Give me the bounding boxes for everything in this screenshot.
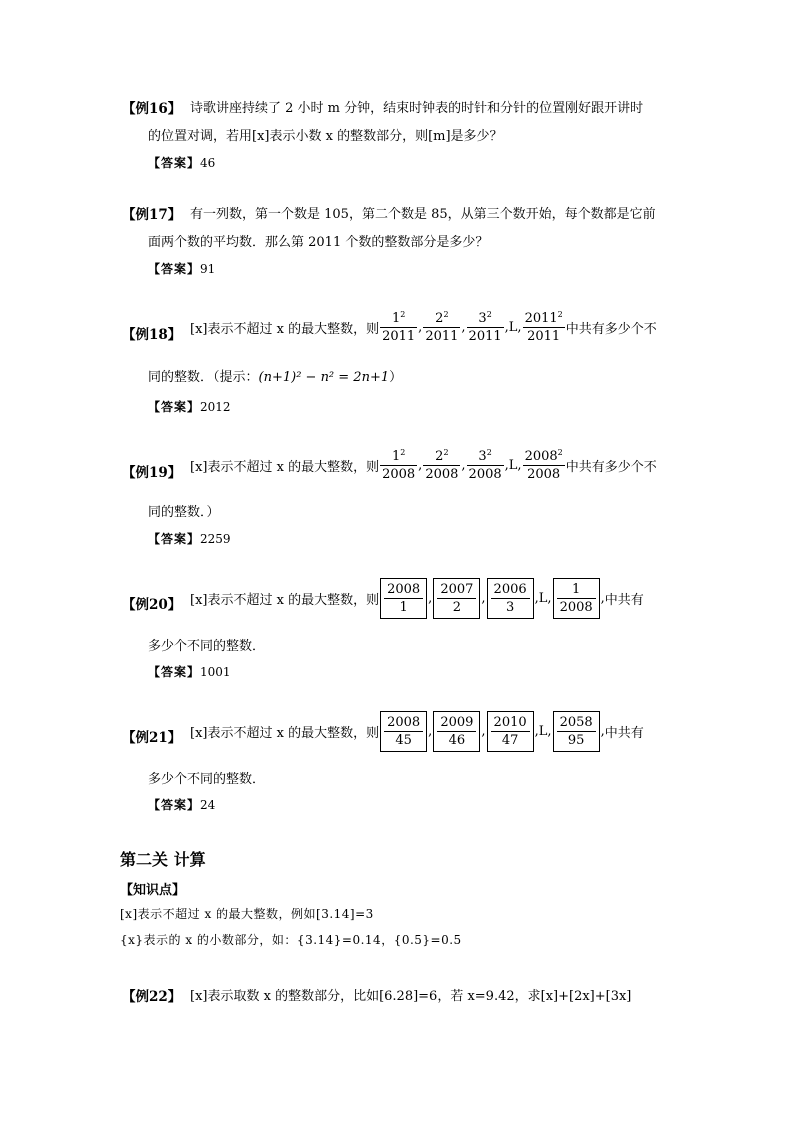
fraction: $\frac{1^2}{2011}$ [382,310,416,344]
example-17-label: 【例17】 [122,207,182,223]
example-20-suffix: 中共有 [604,593,644,608]
example-19-line1: [x]表示不超过 x 的最大整数，则 $\frac{1^2}{2008}$ , $\frac{2^2}{2008}$ , $\frac{3^2}{2008}$ ,L, $\frac{2008^2}{2008}$ 中共有多少个不 [190,448,657,482]
example-21-line1: [x]表示不超过 x 的最大整数，则 $\frac{2008}{45}$ , $\frac{2009}{46}$ , $\frac{2010}{47}$ ,L, $\frac{2058}{95}$ ,中共有 [190,711,644,752]
answer-value: 2012 [200,400,231,414]
example-19-line2: 同的整数．） [148,505,220,520]
ellipsis: L [508,320,518,335]
fraction: $\frac{3^2}{2008}$ [468,448,502,482]
example-16-answer [148,154,215,171]
example-20-prefix: [x]表示不超过 x 的最大整数，则 [190,593,380,608]
example-21-suffix: 中共有 [604,726,644,741]
answer-value: 2259 [200,532,231,546]
example-16-text-line1: 诗歌讲座持续了 2 小时 m 分钟，结束时钟表的时针和分针的位置刚好跟开讲时 [190,101,644,116]
example-21-label: 【例21】 [122,730,182,746]
floor-bracket: $\frac{2058}{95}$ [553,711,600,752]
example-18-line2: 同的整数．（提示：(n+1)² − n² = 2n+1） [148,370,403,385]
answer-value: 24 [200,798,216,812]
floor-bracket: $\frac{2010}{47}$ [487,711,534,752]
section-title: 第二关 计算 [120,850,206,869]
ellipsis: L [538,724,548,739]
example-20-line2: 多少个不同的整数． [148,639,266,654]
example-20-answer [148,663,231,680]
floor-bracket: $\frac{2006}{3}$ [487,578,534,619]
example-16-text-line2: 的位置对调，若用[x]表示小数 x 的整数部分，则[m]是多少？ [148,129,503,144]
answer-label: 【答案】 [148,262,201,276]
answer-label: 【答案】 [148,798,201,812]
answer-value: 46 [200,156,216,170]
example-18-answer [148,398,231,415]
example-16-label: 【例16】 [122,101,182,117]
example-19-suffix: 中共有多少个不 [565,460,657,475]
answer-label: 【答案】 [148,665,201,679]
fraction: $\frac{2011^2}{2011}$ [524,310,563,344]
example-19-label: 【例19】 [122,465,182,481]
example-22-label: 【例22】 [122,989,182,1005]
floor-bracket: $\frac{2009}{46}$ [433,711,480,752]
example-18-line2-text: 同的整数．（提示： [148,370,259,385]
fraction: $\frac{2008^2}{2008}$ [524,448,563,482]
knowledge-point-1: [x]表示不超过 x 的最大整数，例如[3.14]=3 [120,907,374,921]
floor-bracket: $\frac{2007}{2}$ [433,578,480,619]
example-21-line2: 多少个不同的整数． [148,772,266,787]
answer-value: 1001 [200,665,231,679]
answer-label: 【答案】 [148,400,201,414]
example-22-text: [x]表示取数 x 的整数部分，比如[6.28]=6，若 x=9.42，求[x]+[2x]+[3x] [190,989,632,1004]
example-21-prefix: [x]表示不超过 x 的最大整数，则 [190,726,380,741]
answer-value: 91 [200,262,216,276]
example-17-text-line2: 面两个数的平均数．那么第 2011 个数的整数部分是多少？ [148,235,489,250]
knowledge-label: 【知识点】 [120,883,186,898]
ellipsis: L [508,458,518,473]
fraction: $\frac{2^2}{2008}$ [425,448,459,482]
example-19-answer [148,530,231,547]
floor-bracket: $\frac{1}{2008}$ [553,578,600,619]
example-21-answer [148,796,215,813]
ellipsis: L [538,591,548,606]
fraction: $\frac{3^2}{2011}$ [468,310,502,344]
floor-bracket: $\frac{2008}{1}$ [380,578,427,619]
floor-bracket: $\frac{2008}{45}$ [380,711,427,752]
answer-label: 【答案】 [148,156,201,170]
answer-label: 【答案】 [148,532,201,546]
hint-formula: (n+1)² − n² = 2n+1 [258,370,390,385]
example-20-line1: [x]表示不超过 x 的最大整数，则 $\frac{2008}{1}$ , $\frac{2007}{2}$ , $\frac{2006}{3}$ ,L, $\frac{1}{2008}$ ,中共有 [190,578,644,619]
example-18-suffix: 中共有多少个不 [565,322,657,337]
example-17-answer [148,260,215,277]
example-19-prefix: [x]表示不超过 x 的最大整数，则 [190,460,380,475]
example-17-text-line1: 有一列数，第一个数是 105，第二个数是 85，从第三个数开始，每个数都是它前 [190,207,656,222]
example-18-line1: [x]表示不超过 x 的最大整数，则 $\frac{1^2}{2011}$ , $\frac{2^2}{2011}$ , $\frac{3^2}{2011}$ ,L, $\frac{2011^2}{2011}$ 中共有多少个不 [190,310,657,344]
example-18-prefix: [x]表示不超过 x 的最大整数，则 [190,322,380,337]
example-18-label: 【例18】 [122,327,182,343]
fraction: $\frac{2^2}{2011}$ [425,310,459,344]
fraction: $\frac{1^2}{2008}$ [382,448,416,482]
knowledge-point-2: {x}表示的 x 的小数部分，如：{3.14}=0.14，{0.5}=0.5 [120,933,462,947]
example-20-label: 【例20】 [122,597,182,613]
